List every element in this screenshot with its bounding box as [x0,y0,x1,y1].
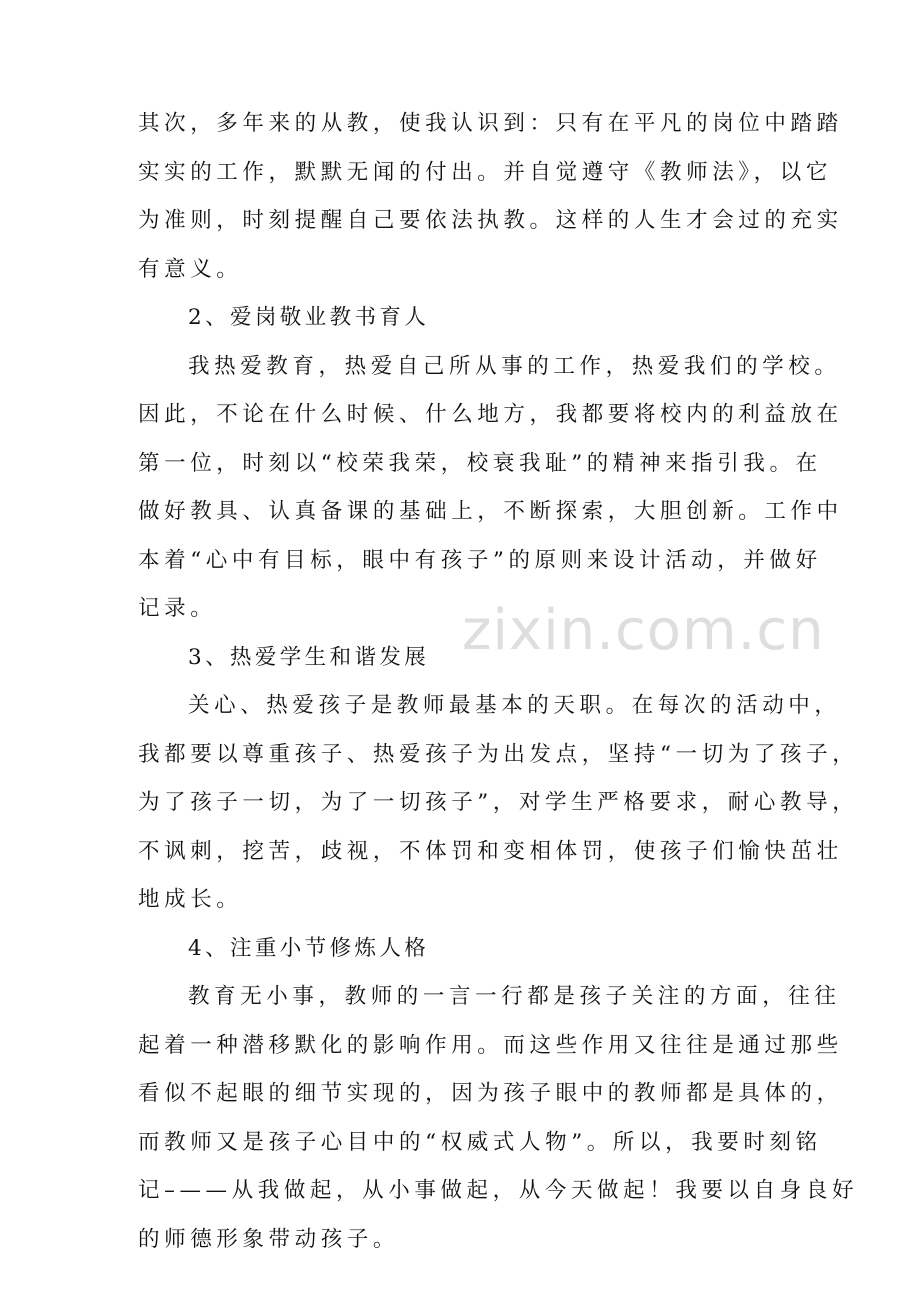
watermark: zixin.com.cn [462,598,825,663]
text-line: 看似不起眼的细节实现的，因为孩子眼中的教师都是具体的， [138,1081,843,1106]
text-line: 我都要以尊重孩子、热爱孩子为出发点，坚持“一切为了孩子， [138,741,859,767]
text-line: 地成长。 [138,887,243,912]
text-line: 因此，不论在什么时候、什么地方，我都要将校内的利益放在 [138,402,843,427]
section-heading: 2、爱岗敬业教书育人 [188,305,430,330]
text-line: 实实的工作，默默无闻的付出。并自觉遵守《教师法》，以它 [138,159,832,185]
text-line: 有意义。 [138,256,243,282]
text-line: 做好教具、认真备课的基础上，不断探索，大胆创新。工作中 [138,499,843,524]
text-line: 教育无小事，教师的一言一行都是孩子关注的方面，往往 [188,984,841,1009]
text-line: 第一位，时刻以“校荣我荣，校衰我耻”的精神来指引我。在 [138,450,822,476]
text-line: 本着“心中有目标，眼中有孩子”的原则来设计活动，并做好 [138,547,822,573]
text-line: 而教师又是孩子心目中的“权威式人物”。所以，我要时刻铭 [138,1129,822,1155]
text-line: 为准则，时刻提醒自己要依法执教。这样的人生才会过的充实 [138,208,843,233]
text-line: 记–——从我做起，从小事做起，从今天做起！我要以自身良好 [138,1178,859,1203]
text-line: 为了孩子一切，为了一切孩子”，对学生严格要求，耐心教导， [138,790,859,815]
section-heading: 4、注重小节修炼人格 [188,935,430,961]
document-body [138,100,859,1264]
text-line: 起着一种潜移默化的影响作用。而这些作用又往往是通过那些 [138,1032,843,1058]
text-line: 其次，多年来的从教，使我认识到：只有在平凡的岗位中踏踏 [138,111,843,136]
text-line: 关心、热爱孩子是教师最基本的天职。在每次的活动中， [188,693,841,718]
text-line: 不讽刺，挖苦，歧视，不体罚和变相体罚，使孩子们愉快茁壮 [138,838,843,864]
text-line: 的师德形象带动孩子。 [138,1226,400,1252]
text-line: 我热爱教育，热爱自己所从事的工作，热爱我们的学校。 [188,353,841,379]
text-line: 记录。 [138,596,217,621]
section-heading: 3、热爱学生和谐发展 [188,644,430,670]
